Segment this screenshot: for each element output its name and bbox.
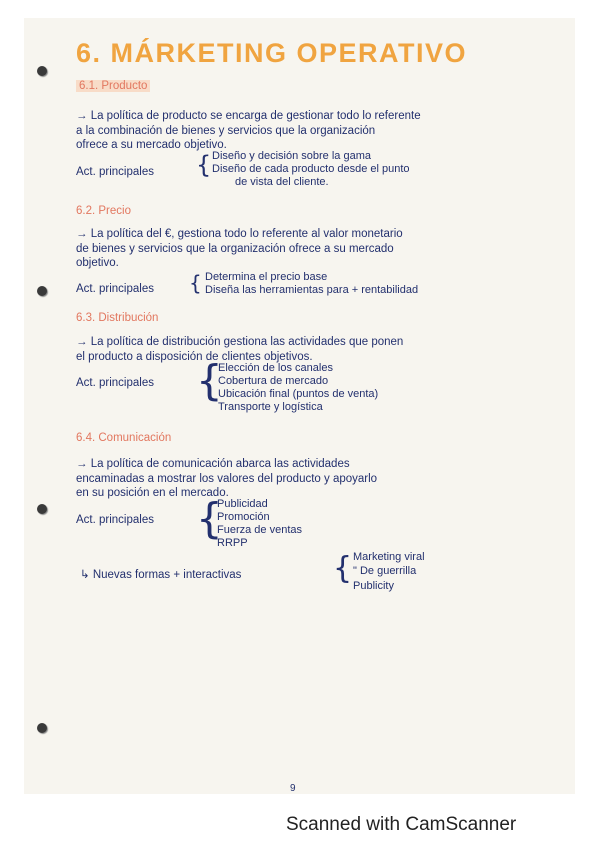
act-principales-label: Act. principales xyxy=(76,283,154,295)
list-item: " De guerrilla xyxy=(353,565,417,577)
list-item: Marketing viral xyxy=(353,551,425,563)
brace-icon: { xyxy=(196,356,223,405)
brace-icon: { xyxy=(189,271,202,295)
list-item: Promoción xyxy=(217,511,270,523)
binder-hole-icon xyxy=(37,66,47,76)
brace-icon: { xyxy=(196,151,212,179)
section-text-producto: → La política de producto se encarga de gestionar todo lo referente a la combinación de bienes y servicios que la organización ofrece a su mercado objetivo. xyxy=(76,110,421,151)
list-item: Cobertura de mercado xyxy=(218,375,329,387)
act-principales-label: Act. principales xyxy=(76,166,154,178)
binder-hole-icon xyxy=(37,723,47,733)
list-item: Diseño de cada producto desde el punto xyxy=(212,163,410,175)
section-heading-precio: 6.2. Precio xyxy=(76,205,131,217)
section-heading-producto: 6.1. Producto xyxy=(76,80,150,92)
list-item: Diseña las herramientas para + rentabilidad xyxy=(205,284,419,296)
page-number: 9 xyxy=(290,783,296,794)
section-heading-comunicacion: 6.4. Comunicación xyxy=(76,432,172,444)
list-item: Elección de los canales xyxy=(218,362,333,374)
act-principales-label: Act. principales xyxy=(76,514,154,526)
new-forms-label: ↳ Nuevas formas + interactivas xyxy=(80,569,242,581)
list-item: Determina el precio base xyxy=(205,271,328,283)
section-heading-distribucion: 6.3. Distribución xyxy=(76,312,159,324)
brace-icon: { xyxy=(196,494,223,543)
binder-hole-icon xyxy=(37,286,47,296)
list-item: Transporte y logística xyxy=(218,401,323,413)
list-item: de vista del cliente. xyxy=(235,176,329,188)
scanner-watermark: Scanned with CamScanner xyxy=(286,814,517,835)
brace-icon: { xyxy=(333,551,353,586)
section-text-distribucion: → La política de distribución gestiona las actividades que ponen el producto a disposición de clientes objetivos. xyxy=(76,336,404,363)
section-text-comunicacion: → La política de comunicación abarca las actividades encaminadas a mostrar los valores del producto y apoyarlo en su posición en el mercado. xyxy=(76,458,378,499)
list-item: Publicidad xyxy=(217,498,268,510)
list-item: Publicity xyxy=(353,580,394,592)
page-title: 6. MÁRKETING OPERATIVO xyxy=(76,38,468,68)
list-item: Ubicación final (puntos de venta) xyxy=(218,388,379,400)
act-principales-label: Act. principales xyxy=(76,377,154,389)
list-item: Fuerza de ventas xyxy=(217,524,302,536)
binder-hole-icon xyxy=(37,504,47,514)
list-item: RRPP xyxy=(217,537,248,549)
list-item: Diseño y decisión sobre la gama xyxy=(212,150,371,162)
section-text-precio: → La política del €, gestiona todo lo referente al valor monetario de bienes y servicios que la organización ofrece a su mercado objetivo. xyxy=(76,228,403,269)
